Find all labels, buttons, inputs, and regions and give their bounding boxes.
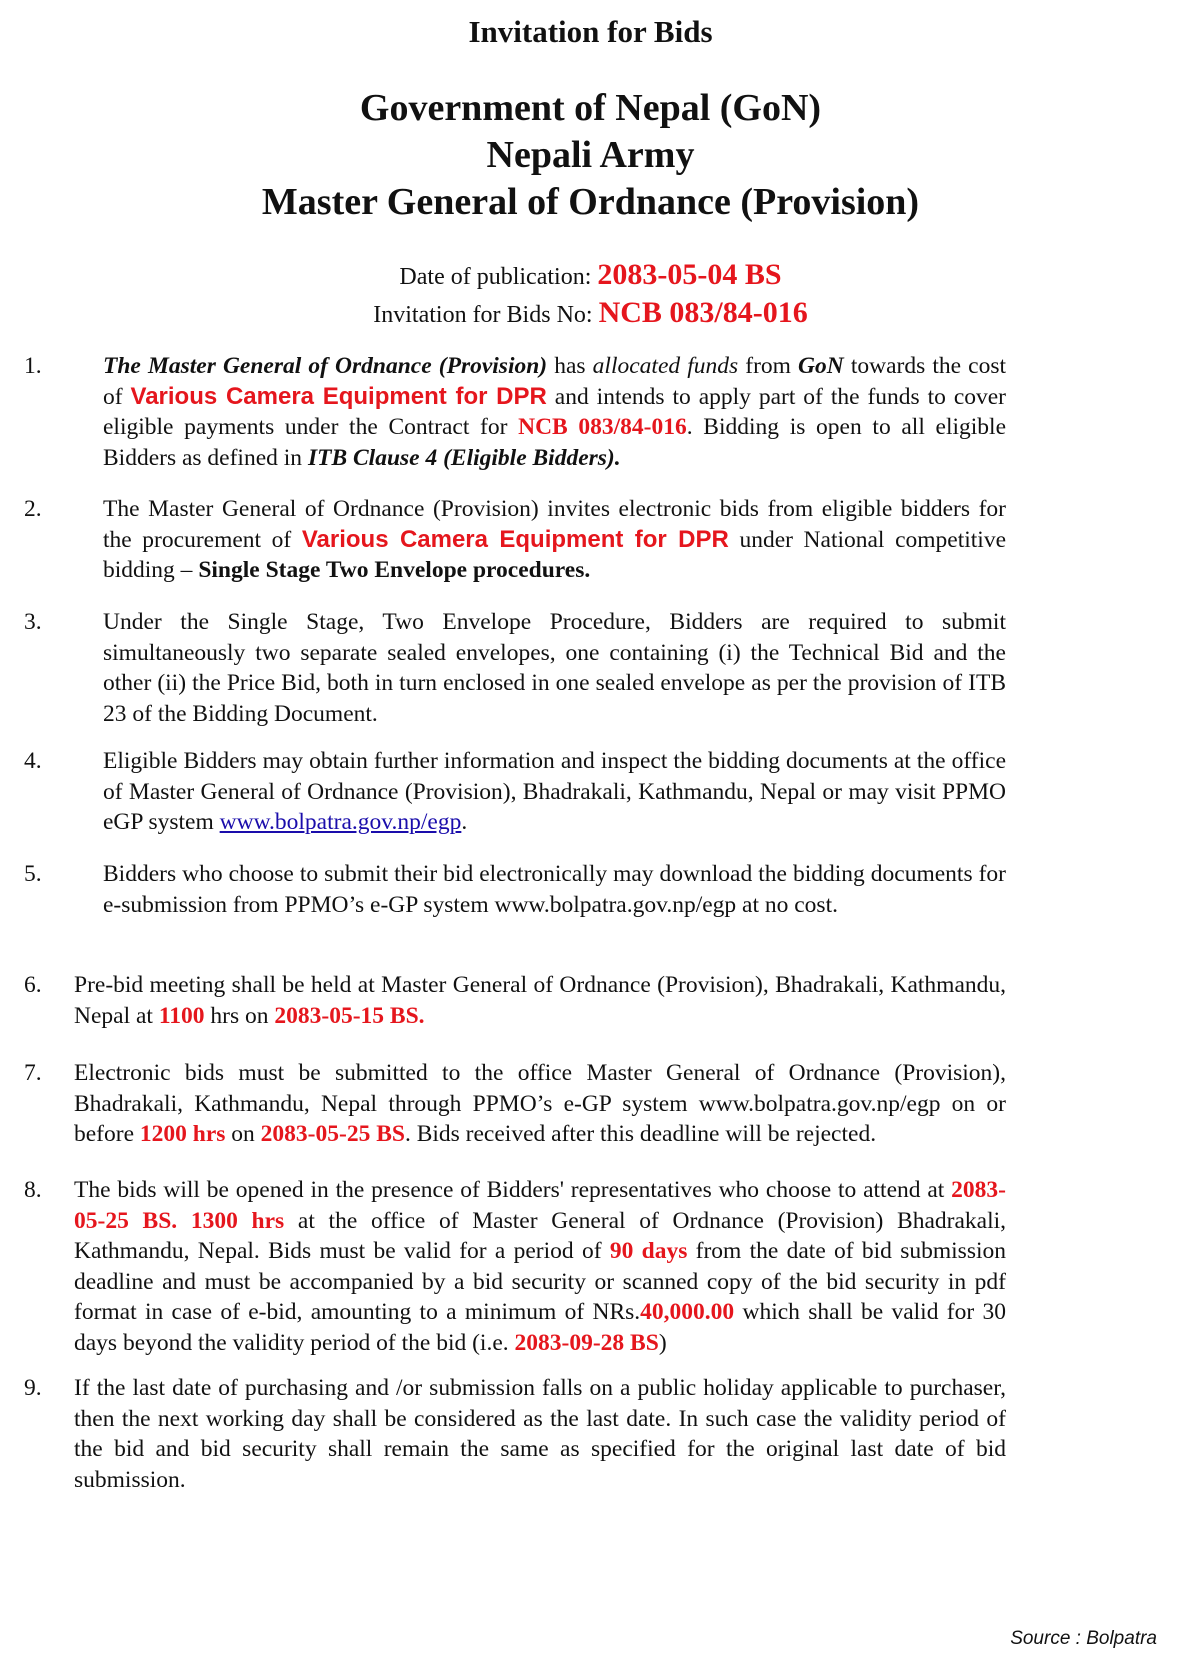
highlight-value: NCB 083/84-016 — [518, 414, 687, 440]
clause-number: 2. — [24, 496, 42, 522]
clause-text — [74, 970, 1006, 1031]
clause-number: 8. — [24, 1177, 42, 1203]
clause-run: and intends to apply part of the funds to cover eligible payments under the Contract for — [103, 383, 1007, 440]
clause-run: on — [225, 1121, 261, 1147]
highlight-value: 2083-05-25 BS — [260, 1121, 405, 1147]
org-line-mgo: Master General of Ordnance (Provision) — [261, 181, 920, 223]
clause-text — [103, 494, 1006, 586]
emphasis-text: GoN — [798, 353, 844, 379]
highlight-item-name: Various Camera Equipment for DPR — [130, 382, 547, 410]
clause-number: 5. — [24, 861, 42, 887]
highlight-value: 40,000.00 — [640, 1299, 735, 1325]
clause-run: which shall be valid for 30 days beyond the validity period of the bid (i.e. — [74, 1299, 1006, 1356]
org-line-army: Nepali Army — [486, 134, 695, 176]
highlight-value: 1200 hrs — [139, 1121, 226, 1147]
clause-text — [74, 1058, 1006, 1150]
highlight-value: 2083-09-28 BS — [514, 1329, 659, 1356]
clause-text — [103, 607, 1006, 729]
italic-text: allocated funds — [592, 353, 739, 379]
clause-number: 7. — [24, 1060, 42, 1086]
highlight-item-name: Various Camera Equipment for DPR — [301, 525, 729, 553]
clause-run: under National competitive bidding – — [103, 526, 1007, 583]
clause-run: from — [738, 353, 799, 379]
publication-date-label: Date of publication: — [399, 264, 592, 290]
highlight-value: 2083-05-25 BS. 1300 hrs — [74, 1177, 1006, 1234]
clause-run: . Bidding is open to all eligible Bidders as defined in — [103, 414, 1006, 471]
page-title: Invitation for Bids — [468, 14, 713, 49]
clause-number: 1. — [24, 353, 42, 379]
bold-text: Single Stage Two Envelope procedures. — [198, 557, 591, 583]
clause-run: towards the cost of — [103, 353, 1007, 410]
clause-run: Electronic bids must be submitted to the office Master General of Ordnance (Provision), Bhadrakali, Kathmandu, Nepal through PPMO’s e-GP system www.bolpatra.gov.np/egp on or before — [74, 1060, 1006, 1147]
highlight-value: 90 days — [609, 1238, 688, 1264]
clause-number: 6. — [24, 972, 42, 998]
clause-text — [103, 351, 1006, 473]
highlight-value: 1100 — [158, 1002, 205, 1029]
ifb-number-line — [0, 296, 1181, 330]
clause-run: at the office of Master General of Ordnance (Provision) Bhadrakali, Kathmandu, Nepal. Bids must be valid for a period of — [74, 1207, 1007, 1264]
clause-run: has — [547, 353, 593, 379]
ifb-number-label: Invitation for Bids No: — [373, 302, 593, 328]
clause-text — [103, 746, 1006, 838]
clause-run: Pre-bid meeting shall be held at Master General of Ordnance (Provision), Bhadrakali, Kathmandu, Nepal at — [74, 972, 1006, 1029]
clause-run: . — [461, 809, 468, 835]
clause-run: hrs on — [204, 1002, 275, 1029]
clause-run: from the date of bid submission deadline and must be accompanied by a bid security or scanned copy of the bid security in pdf format in case of e-bid, amounting to a minimum of NRs. — [74, 1238, 1006, 1325]
clause-number: 9. — [24, 1375, 42, 1401]
highlight-value: 2083-05-15 BS. — [274, 1002, 425, 1029]
clause-text — [74, 1373, 1006, 1495]
emphasis-text: The Master General of Ordnance (Provision) — [103, 353, 548, 379]
ifb-number-value: NCB 083/84-016 — [598, 296, 808, 329]
clause-run: . Bids received after this deadline will be rejected. — [404, 1121, 877, 1147]
clause-run: The Master General of Ordnance (Provision) invites electronic bids from eligible bidders for the procurement of — [103, 496, 1006, 553]
clause-run: If the last date of purchasing and /or submission falls on a public holiday applicable to purchaser, then the next working day shall be considered as the last date. In such case the validity period of the bid and bid security shall remain the same as specified for the original last date of bid submission. — [74, 1375, 1006, 1493]
organization-heading — [0, 85, 1181, 226]
clause-run: Under the Single Stage, Two Envelope Procedure, Bidders are required to submit simultaneously two separate sealed envelopes, one containing (i) the Technical Bid and the other (ii) the Price Bid, both in turn enclosed in one sealed envelope as per the provision of ITB 23 of the Bidding Document. — [103, 609, 1006, 727]
clause-number: 3. — [24, 609, 42, 635]
clause-text — [74, 1175, 1006, 1358]
clause-run: ) — [658, 1329, 667, 1356]
clause-run: Eligible Bidders may obtain further information and inspect the bidding documents at the office of Master General of Ordnance (Provision), Bhadrakali, Kathmandu, Nepal or may visit PPMO eGP system — [103, 748, 1006, 835]
clause-run: Bidders who choose to submit their bid electronically may download the bidding documents for e-submission from PPMO’s e-GP system www.bolpatra.gov.np/egp at no cost. — [103, 861, 1006, 918]
clause-number: 4. — [24, 748, 42, 774]
clause-text — [103, 859, 1006, 920]
publication-date-value: 2083-05-04 BS — [597, 258, 782, 291]
clause-run: The bids will be opened in the presence of Bidders' representatives who choose to attend at — [74, 1177, 952, 1203]
emphasis-text: ITB Clause 4 (Eligible Bidders). — [307, 444, 621, 471]
source-credit: Source : Bolpatra — [1010, 1628, 1157, 1649]
org-line-government: Government of Nepal (GoN) — [359, 87, 822, 129]
egp-link[interactable]: www.bolpatra.gov.np/egp — [219, 809, 462, 835]
publication-date-line — [0, 258, 1181, 292]
